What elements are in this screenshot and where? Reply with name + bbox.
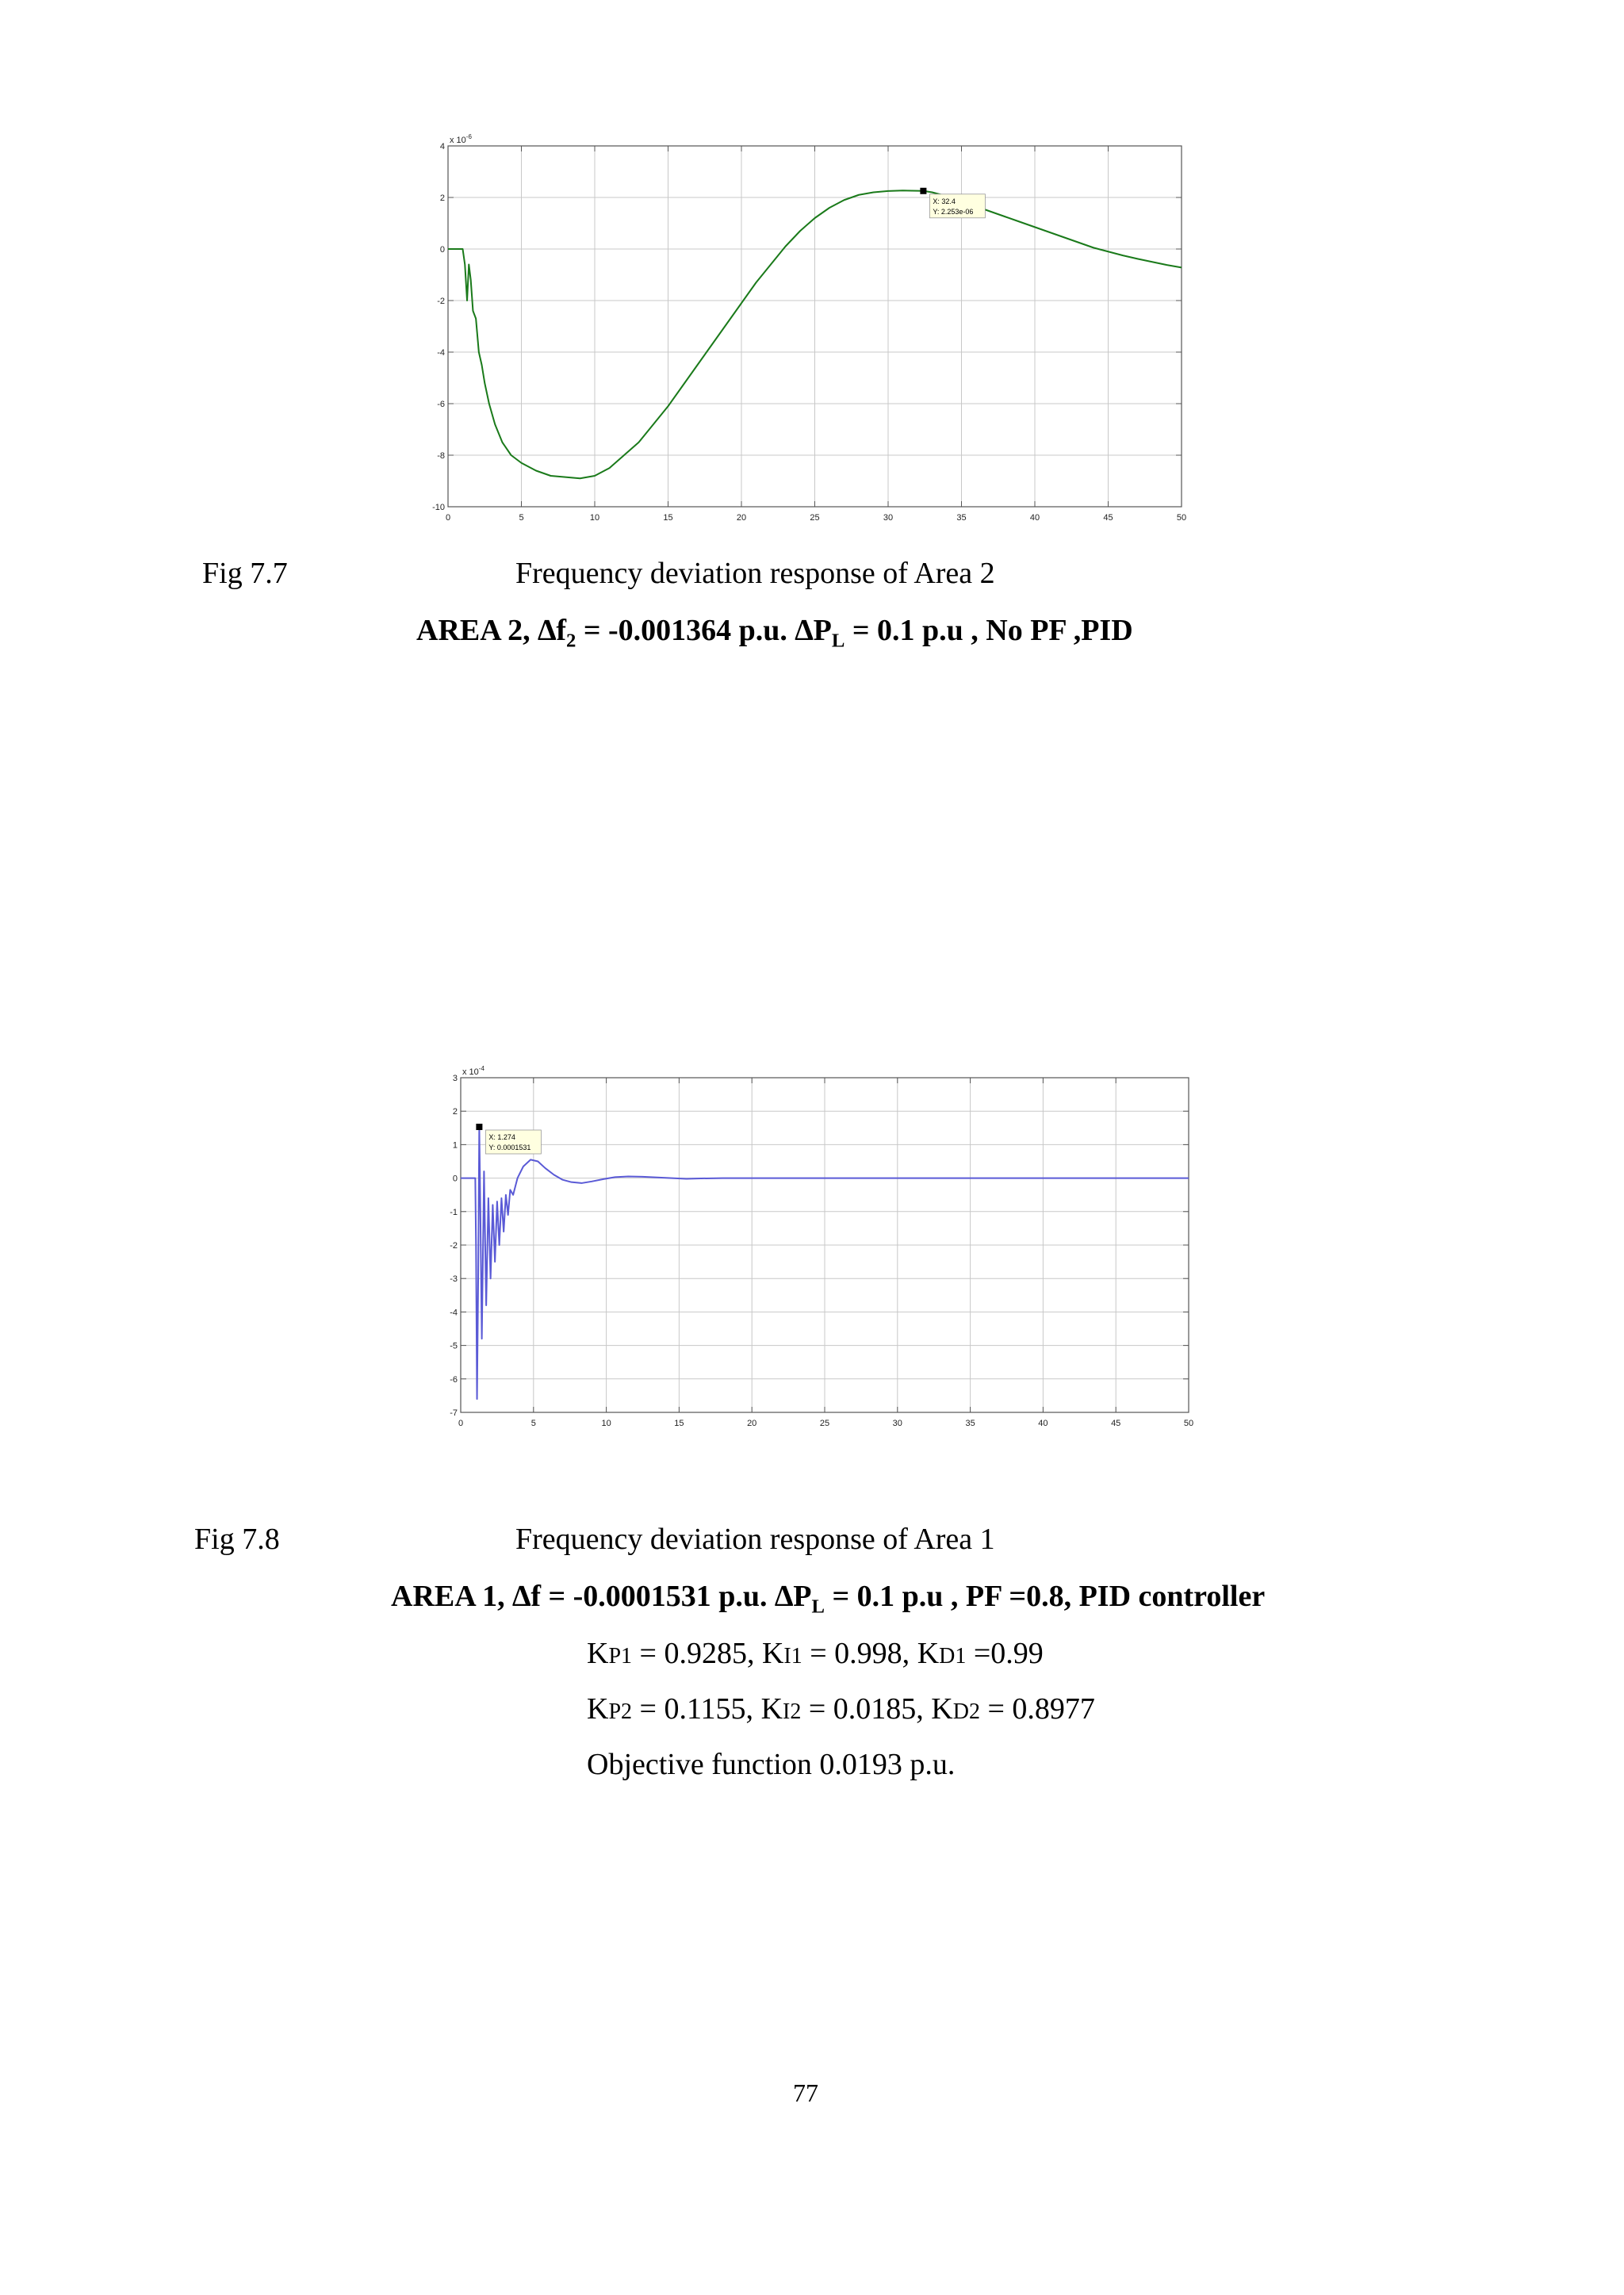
y-tick-label: -5 <box>450 1341 458 1351</box>
y-tick-label: -6 <box>437 400 445 409</box>
y-tick-label: -8 <box>437 451 445 461</box>
page-number: 77 <box>793 2079 818 2107</box>
datatip-marker <box>476 1124 482 1130</box>
x-tick-label: 35 <box>965 1419 975 1428</box>
gain-symbol: K <box>587 1692 609 1726</box>
chart-area2-frequency <box>432 133 1201 530</box>
gain-symbol: K <box>587 1637 609 1670</box>
y-tick-label: 0 <box>439 245 445 255</box>
y-tick-label: -10 <box>432 503 445 512</box>
figure-7-7-caption: Frequency deviation response of Area 2 <box>515 557 995 590</box>
gain-subscript: I1 <box>783 1644 802 1669</box>
x-tick-label: 30 <box>892 1419 902 1428</box>
params-text: = -0.001364 p.u. ∆P <box>576 614 832 647</box>
x-tick-label: 45 <box>1111 1419 1121 1428</box>
x-tick-label: 10 <box>589 513 600 523</box>
y-tick-label: -4 <box>450 1308 458 1318</box>
params-text: = 0.1 p.u , No PF ,PID <box>845 614 1133 647</box>
y-tick-label: -7 <box>450 1408 458 1418</box>
params-text: AREA 1, ∆f = -0.0001531 p.u. ∆P <box>391 1580 812 1613</box>
x-tick-label: 50 <box>1183 1419 1194 1428</box>
y-tick-label: -1 <box>450 1207 458 1217</box>
gain-subscript: D1 <box>939 1644 967 1669</box>
datatip-x-text: X: 32.4 <box>933 197 956 205</box>
gain-subscript: P1 <box>608 1644 633 1669</box>
objective-function: Objective function 0.0193 p.u. <box>587 1748 956 1781</box>
gain-value: = 0.0185, <box>801 1692 932 1726</box>
x-tick-label: 0 <box>458 1419 464 1428</box>
y-tick-label: -3 <box>450 1274 458 1285</box>
axis-exponent-power: -6 <box>465 133 472 140</box>
y-tick-label: 1 <box>452 1140 458 1151</box>
x-tick-label: 40 <box>1038 1419 1048 1428</box>
figure-7-7-label: Fig 7.7 <box>202 557 288 590</box>
gain-symbol: K <box>761 1637 784 1670</box>
figure-7-8-label: Fig 7.8 <box>194 1523 280 1556</box>
figure-7-7-params <box>416 612 1133 660</box>
y-tick-label: -6 <box>450 1374 458 1385</box>
gain-symbol: K <box>917 1637 940 1670</box>
params-text: = 0.1 p.u , PF =0.8, PID controller <box>824 1580 1266 1613</box>
gain-subscript: P2 <box>608 1699 633 1724</box>
gain-value: = 0.8977 <box>979 1692 1095 1726</box>
x-tick-label: 0 <box>445 513 451 523</box>
figure-7-8-caption: Frequency deviation response of Area 1 <box>515 1523 995 1556</box>
gain-subscript: D2 <box>952 1699 980 1724</box>
params-subscript: L <box>811 1596 825 1618</box>
gain-symbol: K <box>760 1692 783 1726</box>
x-tick-label: 25 <box>819 1419 830 1428</box>
axis-exponent-label: x $10^{-4}$ <box>462 1065 485 1077</box>
gain-value: = 0.9285, <box>632 1637 762 1670</box>
x-tick-label: 5 <box>519 513 524 523</box>
y-tick-label: 0 <box>452 1174 458 1184</box>
gain-value: = 0.1155, <box>632 1692 761 1726</box>
axis-exponent-label: x $10^{-6}$ <box>450 133 472 145</box>
axis-exponent-power: -4 <box>478 1065 485 1072</box>
x-tick-label: 40 <box>1029 513 1040 523</box>
figure-7-8-params <box>391 1578 1265 1626</box>
gains-area1 <box>587 1635 1044 1675</box>
x-tick-label: 20 <box>747 1419 757 1428</box>
x-tick-label: 50 <box>1176 513 1187 523</box>
params-text: AREA 2, ∆f <box>416 614 566 647</box>
gain-value: =0.99 <box>966 1637 1044 1670</box>
figure-7-7-plot <box>432 133 1201 530</box>
gain-value: = 0.998, <box>802 1637 917 1670</box>
x-tick-label: 30 <box>883 513 894 523</box>
params-subscript: 2 <box>565 630 576 652</box>
y-tick-label: -4 <box>437 348 445 358</box>
x-tick-label: 5 <box>530 1419 536 1428</box>
x-tick-label: 45 <box>1103 513 1113 523</box>
gains-area2 <box>587 1691 1095 1730</box>
chart-area1-frequency <box>450 1065 1201 1431</box>
y-tick-label: 2 <box>452 1107 458 1117</box>
datatip-marker <box>920 188 926 194</box>
y-tick-label: 2 <box>439 193 445 203</box>
x-tick-label: 10 <box>601 1419 611 1428</box>
datatip-y-text: Y: 0.0001531 <box>488 1143 531 1151</box>
y-tick-label: 3 <box>452 1074 458 1083</box>
datatip-y-text: Y: 2.253e-06 <box>933 207 974 216</box>
y-tick-label: -2 <box>437 297 445 306</box>
x-tick-label: 20 <box>736 513 747 523</box>
y-tick-label: -2 <box>450 1241 458 1251</box>
gain-subscript: I2 <box>783 1699 802 1724</box>
gain-symbol: K <box>931 1692 953 1726</box>
x-tick-label: 15 <box>674 1419 684 1428</box>
params-subscript: L <box>831 630 845 652</box>
x-tick-label: 15 <box>663 513 673 523</box>
x-tick-label: 25 <box>810 513 820 523</box>
x-tick-label: 35 <box>956 513 967 523</box>
datatip-x-text: X: 1.274 <box>488 1132 515 1141</box>
y-tick-label: 4 <box>439 142 445 151</box>
figure-7-8-plot <box>450 1065 1201 1431</box>
